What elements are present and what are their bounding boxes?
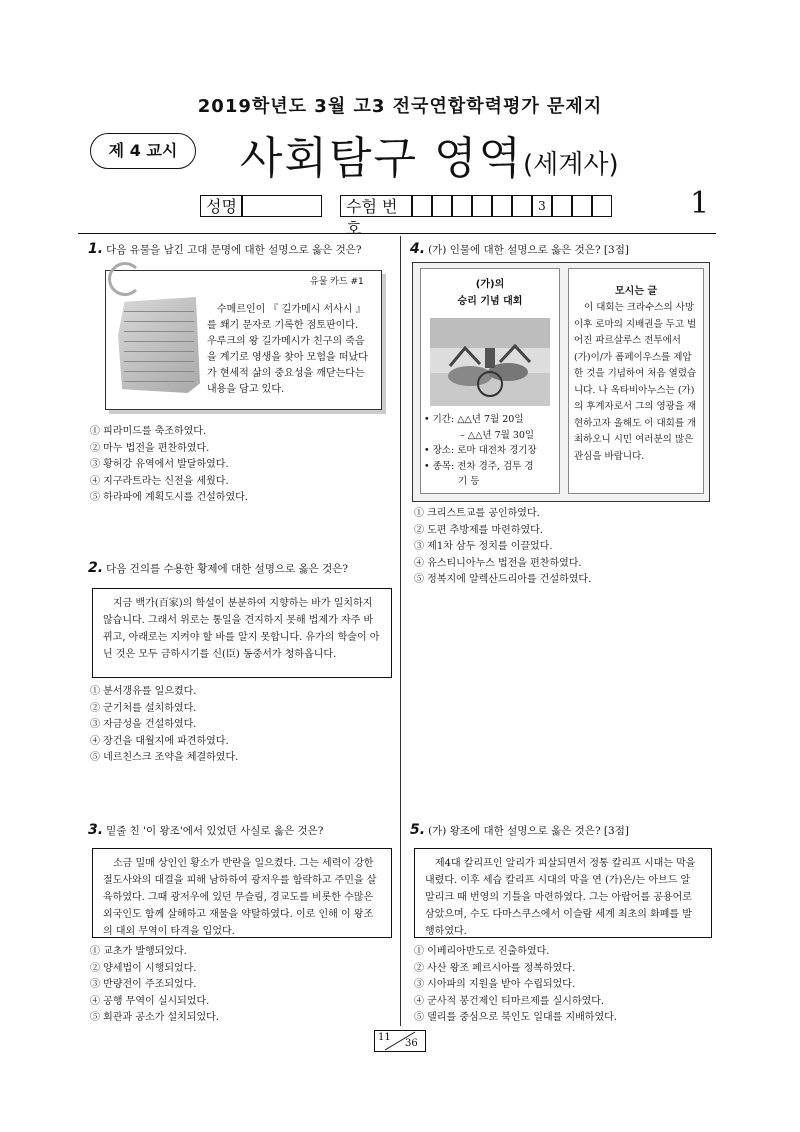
page-number: 1 [690, 186, 710, 221]
exam-no-cell[interactable] [492, 195, 512, 217]
page-current: 11 [378, 1032, 391, 1043]
q2-prompt [88, 560, 393, 578]
q5-options [414, 944, 714, 1027]
q1-text: 다음 유물을 남긴 고대 문명에 대한 설명으로 옳은 것은? [106, 244, 362, 256]
event-details: • 기간: △△년 7월 20일 – △△년 7월 30일 • 장소: 로마 대전차 경기장 • 종목: 전차 경주, 검투 경 기 등 [424, 414, 537, 487]
invitation-text: 이 대회는 크라수스의 사망 이후 로마의 지배권을 두고 벌어진 파르살루스 전투에서 (가)이/가 폼페이우스를 제압한 것을 기념하여 처음 열렸습니다. 나 옥타비아누스는 (가)의 후계자로서 그의 영광을 재현하고자 올해도 이 대회를 개최하오니 시민 여러분의 많은 관심을 바랍니다. [574, 302, 697, 462]
option[interactable]: ⑤ 정복지에 알렉산드리아를 건설하였다. [414, 574, 592, 585]
page-counter [374, 1030, 426, 1052]
poster-right-title: 모시는 글 [614, 286, 658, 297]
q3-number: 3. [88, 822, 104, 838]
exam-no-cell[interactable] [512, 195, 532, 217]
q5-source-box: 제4대 칼리프인 알리가 피살되면서 정통 칼리프 시대는 막을 내렸다. 이후 세습 칼리프 시대의 막을 연 (가)은/는 아브드 알 말리크 때 번영의 기틀을 마련하였다. 그는 아랍어를 공용어로 삼았으며, 수도 다마스쿠스에서 이슬람 세계 최초의 화폐를 발행하였다. [414, 848, 712, 938]
column-divider [400, 236, 401, 1026]
subject-sub: (세계사) [523, 150, 619, 180]
page-total: 36 [405, 1038, 418, 1049]
poster-left-title: (가)의 승리 기념 대회 [457, 279, 523, 307]
q1-options [90, 424, 390, 507]
card-ring-icon [108, 262, 142, 296]
q4-options [414, 506, 714, 589]
option[interactable]: ① 크리스트교를 공인하였다. [414, 508, 540, 519]
option[interactable]: ② 사산 왕조 페르시아를 정복하였다. [414, 962, 576, 974]
q4-text: (가) 인물에 대한 설명으로 옳은 것은? [3점] [428, 244, 629, 256]
q3-prompt [88, 822, 393, 840]
exam-no-label: 수험 번호 [340, 195, 412, 217]
exam-no-cell[interactable] [432, 195, 452, 217]
option[interactable]: ③ 반량전이 주조되었다. [90, 979, 197, 990]
q4-prompt [410, 241, 710, 259]
q2-source-box: 지금 백가(百家)의 학설이 분분하여 지향하는 바가 일치하지 않습니다. 그래서 위로는 통일을 견지하지 못해 법제가 자주 바뀌고, 아래로는 지켜야 할 바를 알지 못합니다. 유가의 학술이 아닌 것은 모두 금하시기를 신(臣) 동중서가 청하옵니다. [92, 588, 392, 678]
option[interactable]: ① 분서갱유를 일으켰다. [90, 686, 197, 697]
q1-number: 1. [88, 241, 104, 257]
option[interactable]: ② 군기처를 설치하였다. [90, 702, 197, 714]
subject-title [240, 122, 619, 186]
exam-no-cell[interactable] [552, 195, 572, 217]
option[interactable]: ③ 황허강 유역에서 발달하였다. [90, 459, 229, 470]
q5-prompt [410, 822, 710, 840]
q2-text: 다음 건의를 수용한 황제에 대한 설명으로 옳은 것은? [106, 563, 349, 575]
q5-text: (가) 왕조에 대한 설명으로 옳은 것은? [3점] [428, 825, 629, 837]
option[interactable]: ⑤ 하라파에 계획도시를 건설하였다. [90, 492, 248, 503]
option[interactable]: ⑤ 회관과 공소가 설치되었다. [90, 1012, 219, 1023]
option[interactable]: ② 도편 추방제를 마련하였다. [414, 524, 543, 536]
name-label: 성명 [200, 195, 242, 217]
exam-no-cell[interactable] [452, 195, 472, 217]
option[interactable]: ① 피라미드를 축조하였다. [90, 426, 207, 437]
option[interactable]: ⑤ 델리를 중심으로 북인도 일대를 지배하였다. [414, 1012, 617, 1023]
option[interactable]: ① 교초가 발행되었다. [90, 946, 187, 957]
option[interactable]: ① 이베리아반도로 진출하였다. [414, 946, 550, 957]
card-text: 수메르인이 『 길가메시 서사시 』를 쐐기 문자로 기록한 점토판이다. 우루크의 왕 길가메시가 친구의 죽음을 계기로 영생을 찾아 모험을 떠났다가 현세적 삶의 중요성을 깨닫는다는 내용을 담고 있다. [207, 304, 368, 395]
name-field[interactable] [242, 195, 322, 217]
option[interactable]: ② 양세법이 시행되었다. [90, 962, 197, 974]
subject-main: 사회탐구 영역 [240, 133, 524, 184]
option[interactable]: ③ 자금성을 건설하였다. [90, 719, 197, 730]
q3-text: 밑줄 친 '이 왕조'에서 있었던 사실로 옳은 것은? [106, 825, 324, 837]
exam-no-cell[interactable] [472, 195, 492, 217]
q2-options [90, 684, 390, 767]
option[interactable]: ④ 지구라트라는 신전을 세웠다. [90, 475, 229, 487]
option[interactable]: ④ 공행 무역이 실시되었다. [90, 995, 210, 1007]
exam-no-cell[interactable] [592, 195, 612, 217]
option[interactable]: ④ 유스티니아누스 법전을 편찬하였다. [414, 557, 582, 569]
period-badge: 제 4 교시 [90, 133, 196, 169]
card-tag: 유물 카드 #1 [310, 277, 364, 287]
clay-tablet-image [118, 297, 200, 393]
q3-source-box: 소금 밀매 상인인 황소가 반란을 일으켰다. 그는 세력이 강한 절도사와의 대결을 피해 남하하여 광저우를 함락하고 주민을 살육하였다. 그때 광저우에 있던 무슬림, 경교도를 비롯한 수많은 외국인도 함께 살해하고 재물을 약탈하였다. 이로 인해 이 왕조의 대외 무역이 타격을 입었다. [92, 848, 392, 938]
q5-number: 5. [410, 822, 426, 838]
option[interactable]: ④ 군사적 봉건제인 티마르제를 실시하였다. [414, 995, 605, 1007]
option[interactable]: ④ 장건을 대월지에 파견하였다. [90, 735, 229, 747]
exam-title: 2019학년도 3월 고3 전국연합학력평가 문제지 [197, 96, 603, 117]
header-divider [78, 233, 716, 234]
option[interactable]: ⑤ 네르친스크 조약을 체결하였다. [90, 752, 239, 763]
exam-no-cell[interactable] [572, 195, 592, 217]
q1-prompt [88, 241, 393, 259]
q2-number: 2. [88, 560, 104, 576]
exam-no-cell[interactable] [412, 195, 432, 217]
option[interactable]: ② 마누 법전을 편찬하였다. [90, 442, 210, 454]
chariot-race-image [430, 318, 550, 406]
q4-number: 4. [410, 241, 426, 257]
exam-no-digit: 3 [532, 195, 552, 217]
option[interactable]: ③ 시아파의 지원을 받아 수립되었다. [414, 979, 576, 990]
q3-options [90, 944, 390, 1027]
option[interactable]: ③ 제1차 삼두 정치를 이끌었다. [414, 541, 553, 552]
